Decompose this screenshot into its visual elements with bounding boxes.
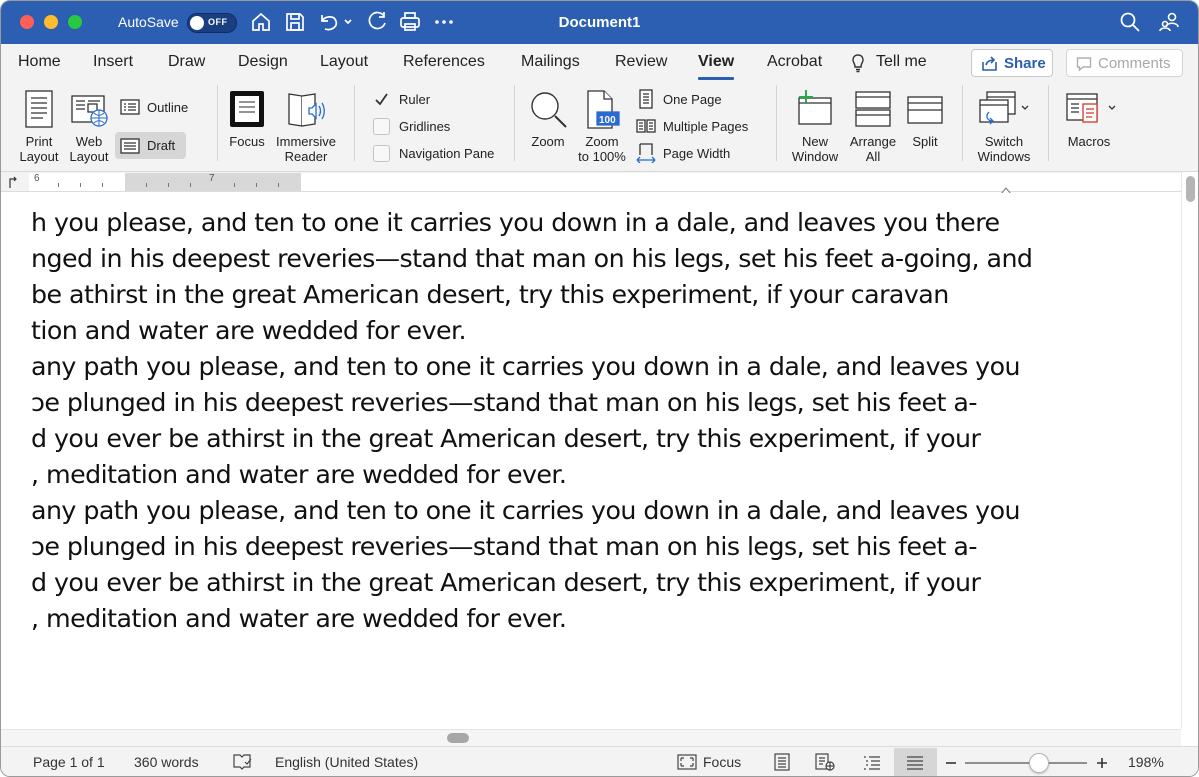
word-count[interactable]: 360 words (134, 754, 199, 770)
page-width-button[interactable] (636, 143, 746, 163)
switch-windows-icon (977, 90, 1033, 128)
comment-icon (1076, 56, 1092, 72)
document-line[interactable]: d you ever be athirst in the great American desert, try this experiment, if your (31, 424, 981, 453)
comments-label: Comments (1098, 55, 1171, 72)
ribbon-divider (776, 85, 777, 161)
ruler-tick (278, 183, 279, 187)
document-canvas[interactable] (1, 193, 1181, 729)
zoom-to-100-button[interactable] (574, 90, 630, 166)
focus-label: Focus (229, 134, 265, 149)
lightbulb-icon (850, 53, 866, 73)
gridlines-checkbox[interactable] (373, 118, 473, 136)
ribbon-divider (514, 85, 515, 161)
new-window-label-1: New (801, 134, 828, 149)
zoom-slider-knob[interactable] (1029, 753, 1049, 773)
page-count[interactable]: Page 1 of 1 (33, 754, 105, 770)
zoom-level[interactable]: 198% (1128, 754, 1164, 770)
split-button[interactable] (904, 90, 946, 166)
tab-home[interactable]: Home (18, 53, 61, 70)
autosave-state: OFF (208, 17, 228, 27)
print-layout-button[interactable] (16, 90, 62, 166)
switch-windows-button[interactable] (972, 90, 1036, 166)
ruler-tick (80, 183, 81, 187)
print-layout-label-2: Layout (19, 149, 59, 164)
multiple-pages-label: Multiple Pages (663, 119, 749, 134)
ruler-tick (190, 183, 191, 187)
ruler-tick (234, 183, 235, 187)
arrange-all-button[interactable] (846, 90, 900, 166)
print-layout-status-icon[interactable] (814, 753, 834, 771)
checkmark-icon (373, 91, 390, 108)
immersive-reader-label-1: Immersive (276, 134, 336, 149)
focus-button[interactable] (225, 90, 269, 166)
ribbon-divider (354, 85, 355, 161)
zoom-100-label-2: to 100% (578, 149, 626, 164)
page-width-label: Page Width (663, 146, 731, 161)
document-line[interactable]: tion and water are wedded for ever. (31, 316, 467, 345)
document-title: Document1 (558, 14, 641, 31)
web-layout-label-1: Web (75, 134, 103, 149)
document-line[interactable]: h you please, and ten to one it carries you down in a dale, and leaves you there (31, 208, 1000, 237)
document-line[interactable]: any path you please, and ten to one it carries you down in a dale, and leaves you (31, 496, 1021, 525)
right-indent-marker-icon[interactable] (1000, 182, 1012, 191)
print-layout-icon (25, 90, 53, 128)
ruler-page-area (301, 173, 1181, 191)
zoom-out-icon[interactable] (944, 753, 958, 771)
new-window-label-2: Window (791, 149, 839, 164)
draft-status-icon (905, 754, 925, 772)
ruler-number: 6 (34, 173, 40, 184)
zoom-slider-track[interactable] (965, 762, 1087, 764)
tab-review[interactable]: Review (615, 53, 668, 70)
tab-acrobat[interactable]: Acrobat (767, 53, 823, 70)
title-bar (1, 1, 1198, 44)
new-window-button[interactable] (786, 90, 844, 166)
one-page-icon (636, 89, 656, 109)
document-line[interactable]: d you ever be athirst in the great American desert, try this experiment, if your (31, 568, 981, 597)
ribbon-divider (1048, 85, 1049, 161)
account-icon[interactable] (1158, 10, 1182, 34)
zoom-label: Zoom (531, 134, 565, 149)
view-ribbon (1, 82, 1198, 172)
language-indicator[interactable]: English (United States) (275, 754, 419, 770)
macros-button[interactable] (1058, 90, 1120, 166)
ruler-tick (58, 183, 59, 187)
tab-references[interactable]: References (403, 53, 485, 70)
immersive-reader-label-2: Reader (284, 149, 328, 164)
ruler-margin-area (29, 173, 125, 191)
ruler-tick (168, 183, 169, 187)
zoom-in-icon[interactable] (1095, 753, 1109, 771)
draft-view-active[interactable] (894, 748, 937, 777)
ribbon-divider (962, 85, 963, 161)
proofing-icon[interactable] (233, 753, 253, 771)
outline-button[interactable] (120, 97, 200, 117)
one-page-button[interactable] (636, 89, 736, 109)
web-layout-icon (71, 95, 109, 127)
immersive-reader-icon (287, 90, 327, 128)
navigation-pane-checkbox[interactable] (373, 145, 503, 163)
zoom-icon (528, 90, 568, 130)
share-icon (981, 55, 998, 72)
multiple-pages-button[interactable] (636, 116, 766, 136)
page-width-icon (636, 143, 656, 163)
ruler-tick (146, 183, 147, 187)
focus-icon (229, 90, 265, 128)
focus-status-label[interactable]: Focus (703, 754, 742, 770)
status-bar (1, 746, 1198, 777)
ruler-label: Ruler (399, 92, 431, 107)
vertical-scrollbar[interactable] (1181, 172, 1199, 729)
outline-icon (120, 97, 140, 117)
tab-tell-me[interactable]: Tell me (876, 53, 927, 70)
new-window-icon (795, 90, 835, 128)
arrange-all-icon (855, 90, 891, 128)
navigation-pane-label: Navigation Pane (399, 146, 495, 161)
document-line[interactable]: ɔe plunged in his deepest reveries—stand that man on his legs, set his feet a- (31, 532, 977, 561)
comments-button[interactable] (1066, 49, 1183, 77)
document-line[interactable]: , meditation and water are wedded for ever. (31, 604, 567, 633)
split-label: Split (912, 134, 938, 149)
outline-label: Outline (147, 100, 189, 115)
tab-view[interactable]: View (698, 53, 735, 70)
ruler-tick (256, 183, 257, 187)
ribbon-divider (217, 85, 218, 161)
split-icon (907, 96, 943, 124)
tab-stop-icon[interactable] (8, 175, 20, 187)
focus-mode-icon[interactable] (677, 753, 697, 771)
macros-icon (1065, 90, 1117, 128)
share-button[interactable] (971, 49, 1053, 77)
web-layout-label-2: Layout (69, 149, 109, 164)
ruler-number: 7 (209, 173, 215, 184)
document-line[interactable]: ɔe plunged in his deepest reveries—stand that man on his legs, set his feet a- (31, 388, 977, 417)
tab-draw[interactable]: Draw (168, 53, 206, 70)
arrange-all-label-2: All (865, 149, 881, 164)
checkbox-box (373, 145, 390, 162)
zoom-100-label-1: Zoom (585, 134, 619, 149)
horizontal-ruler[interactable] (1, 172, 1198, 192)
document-line[interactable]: , meditation and water are wedded for ever. (31, 460, 567, 489)
document-line[interactable]: be athirst in the great American desert, try this experiment, if your caravan (31, 280, 949, 309)
share-label: Share (1004, 55, 1046, 72)
autosave-label: AutoSave (118, 14, 179, 30)
print-layout-label-1: Print (25, 134, 53, 149)
switch-windows-label-1: Switch (984, 134, 1024, 149)
document-line[interactable]: any path you please, and ten to one it carries you down in a dale, and leaves you (31, 352, 1021, 381)
tab-layout[interactable]: Layout (320, 53, 369, 70)
tab-mailings[interactable]: Mailings (521, 53, 580, 70)
search-icon[interactable] (1118, 10, 1142, 34)
immersive-reader-button[interactable] (273, 90, 339, 166)
vertical-scroll-thumb[interactable] (1186, 176, 1195, 202)
one-page-label: One Page (663, 92, 722, 107)
macros-label: Macros (1067, 134, 1111, 149)
web-layout-button[interactable] (66, 90, 112, 166)
read-mode-icon[interactable] (772, 753, 792, 771)
zoom-button[interactable] (526, 90, 570, 166)
draft-button[interactable] (115, 132, 186, 159)
ruler-checkbox[interactable] (373, 91, 473, 109)
switch-windows-label-2: Windows (977, 149, 1031, 164)
arrange-all-label-1: Arrange (849, 134, 897, 149)
draft-label: Draft (147, 138, 176, 153)
outline-status-icon[interactable] (862, 753, 882, 771)
zoom-100-icon-text: 100 (599, 115, 616, 126)
tab-insert[interactable]: Insert (93, 53, 134, 70)
horizontal-scroll-thumb[interactable] (447, 733, 469, 743)
document-line[interactable]: nged in his deepest reveries—stand that man on his legs, set his feet a-going, and (31, 244, 1033, 273)
checkbox-box (373, 118, 390, 135)
horizontal-scrollbar[interactable] (1, 729, 1181, 746)
gridlines-label: Gridlines (399, 119, 451, 134)
multiple-pages-icon (636, 116, 656, 136)
tab-design[interactable]: Design (238, 53, 288, 70)
draft-icon (120, 136, 140, 156)
ruler-tick (102, 183, 103, 187)
